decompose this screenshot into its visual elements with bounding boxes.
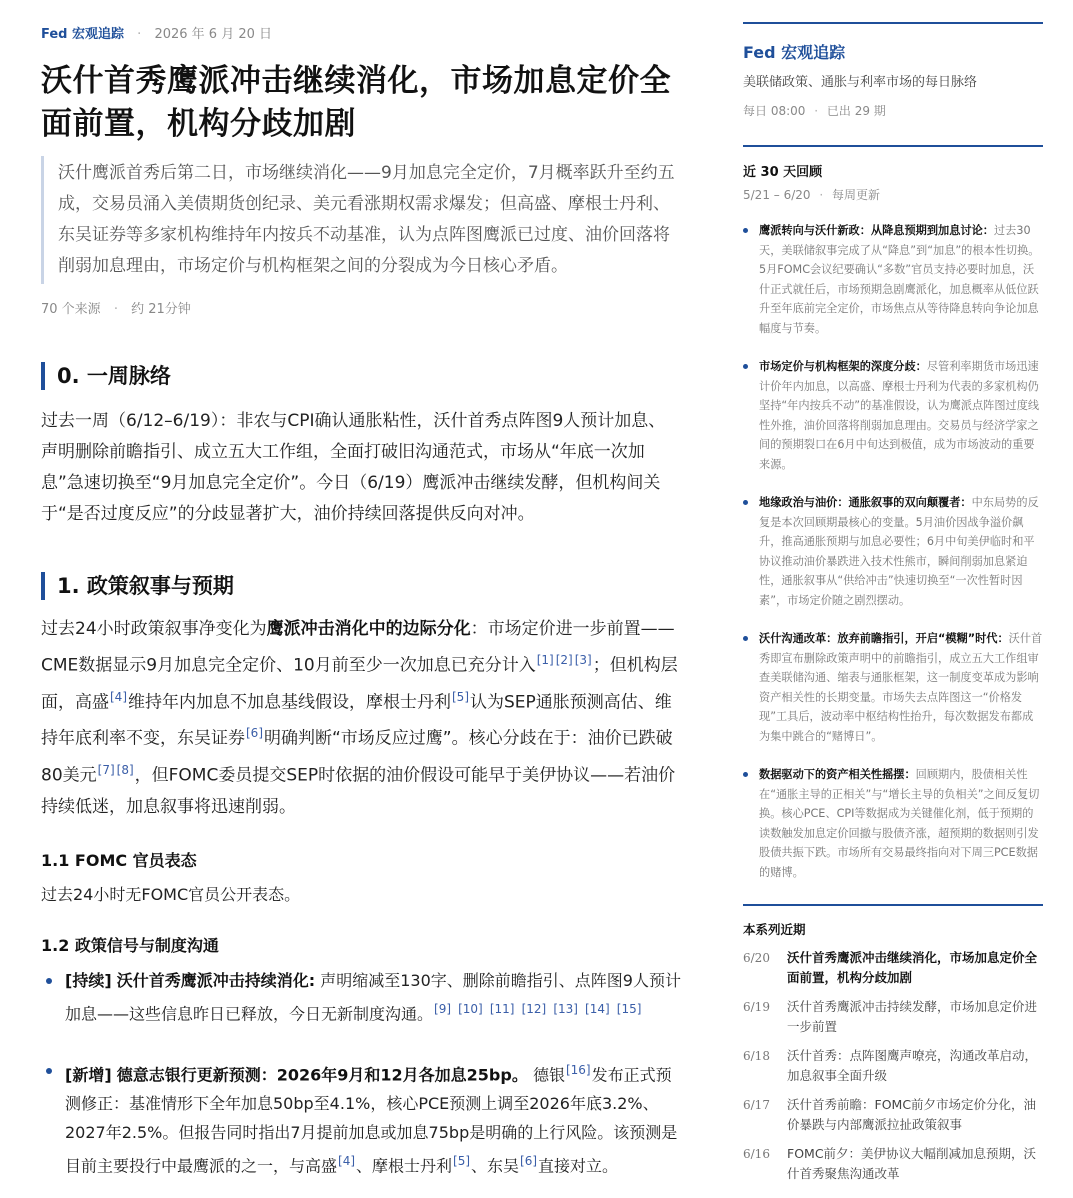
divider [743, 22, 1043, 24]
citation-link[interactable]: [9] [434, 1001, 452, 1016]
issue-date: 6/18 [743, 1049, 770, 1063]
text-run: 过去24小时政策叙事净变化为 [41, 619, 267, 639]
meta-separator: · [113, 302, 118, 317]
page-title: 沃什首秀鹰派冲击继续消化，市场加息定价全面前置，机构分歧加剧 [41, 63, 671, 142]
issue-title: 沃什首秀鹰派冲击持续发酵，市场加息定价进一步前置 [787, 999, 1038, 1034]
recap-item [743, 765, 1043, 882]
citation-link[interactable]: [6] [246, 726, 263, 741]
recap-item-text: 尽管利率期货市场迅速计价年内加息，以高盛、摩根士丹利为代表的多家机构仍坚持“年内按兵不动”的基准假设，认为鹰派点阵图过度线性外推，油价回落将削弱加息理由。交易员与经济学家之间的预期裂口在6月中旬达到极值，成为市场波动的重要来源。 [759, 360, 1040, 471]
list-item [41, 1056, 681, 1181]
recap-item-text: 沃什首秀即宣布删除政策声明中的前瞻指引，成立五大工作组审查美联储沟通、缩表与通胀框架，这一制度变革成为影响资产相关性的长期变量。市场失去点阵图这一“价格发现”工具后，波动率中枢结构性抬升，每次数据发布都成为集中跳合的“赌博日”。 [759, 632, 1043, 743]
recap-item-title: 数据驱动下的资产相关性摇摆： [759, 768, 916, 781]
issue-title: 沃什首秀前瞻：FOMC前夕市场定价分化，油价暴跌与内部鹰派拉扯政策叙事 [787, 1097, 1037, 1132]
subsection-heading-fomc: 1.1 FOMC 官员表态 [41, 850, 197, 870]
item-text: 德银 [532, 1065, 565, 1085]
issue-title: 沃什首秀鹰派冲击继续消化，市场加息定价全面前置，机构分歧加剧 [787, 950, 1038, 985]
read-time: 约 21分钟 [131, 302, 191, 317]
sidebar-brand[interactable]: Fed 宏观追踪 [743, 43, 846, 62]
recap-item [743, 629, 1043, 746]
sidebar-meta [743, 102, 1043, 119]
citation-link[interactable]: [1] [536, 653, 554, 667]
status-tag: [持续] [65, 970, 112, 990]
sidebar [743, 22, 1043, 1184]
recap-list [743, 221, 1043, 882]
item-text: 、东吴 [471, 1156, 520, 1176]
citation-link[interactable]: [5] [452, 689, 469, 704]
list-item [41, 966, 681, 1028]
meta-separator: · [814, 104, 819, 118]
sidebar-description: 美联储政策、通胀与利率市场的每日脉络 [743, 75, 978, 90]
issue-title: FOMC前夕：美伊协议大幅削减加息预期，沃什首秀聚焦沟通改革 [787, 1146, 1037, 1181]
item-text: 直接对立。 [538, 1156, 619, 1176]
divider [743, 145, 1043, 147]
issue-date: 6/16 [743, 1147, 770, 1161]
item-title: 德意志银行更新预测：2026年9月和12月各加息25bp。 [116, 1065, 528, 1085]
source-count: 70 个来源 [41, 302, 101, 317]
meta-separator: · [819, 188, 824, 202]
item-text: 声明缩减至130字、删除前瞻指引、点阵图9人预计加息——这些信息昨日已释放，今日无新制度沟通。 [65, 970, 681, 1023]
recent-issue-link[interactable] [743, 948, 1043, 988]
citation-link[interactable]: [15] [616, 1001, 642, 1016]
recap-item-text: 回顾期内，股债相关性在“通胀主导的正相关”与“增长主导的负相关”之间反复切换。核心PCE、CPI等数据成为关键催化剂，低于预期的读数触发加息定价回撤与股债齐涨，超预期的数据则引发股债共振下跌。市场所有交易最终指向对下周三PCE数据的赌博。 [759, 768, 1040, 879]
publish-time: 每日 08:00 [743, 104, 806, 118]
recap-item [743, 357, 1043, 474]
meta-separator: · [137, 27, 142, 42]
article-meta [41, 22, 681, 48]
subsection-body-fomc: 过去24小时无FOMC官员公开表态。 [41, 884, 301, 904]
citation-link[interactable]: [6] [520, 1154, 538, 1169]
brand-link[interactable]: Fed 宏观追踪 [41, 27, 125, 42]
item-text: 、摩根士丹利 [356, 1156, 453, 1176]
recent-issue-link[interactable] [743, 1095, 1043, 1135]
issue-date: 6/17 [743, 1098, 770, 1112]
item-title: 沃什首秀鹰派冲击持续消化: [116, 970, 316, 990]
citation-link[interactable]: [11] [489, 1001, 515, 1016]
issue-date: 6/19 [743, 1000, 770, 1014]
recap-item-title: 市场定价与机构框架的深度分歧： [759, 360, 927, 373]
recap-item [743, 221, 1043, 338]
recent-issue-link[interactable] [743, 1144, 1043, 1184]
publish-date: 2026 年 6 月 20 日 [154, 27, 272, 42]
citation-link[interactable]: [12] [521, 1001, 547, 1016]
text-run: 明确判断“市场反应过鹰”。核心分歧在于：油价已跌破80美元 [41, 728, 673, 786]
recent-issue-link[interactable] [743, 1046, 1043, 1086]
text-run: ，但FOMC委员提交SEP时依据的油价假设可能早于美伊协议——若油价持续低迷，加息叙事将迅速削弱。 [41, 765, 676, 817]
citation-link[interactable]: [7] [97, 762, 115, 777]
issue-count: 已出 29 期 [826, 104, 886, 118]
read-meta [41, 298, 681, 320]
citation-link[interactable]: [5] [453, 1154, 471, 1169]
text-run: 维持年内加息不加息基线假设，摩根士丹利 [128, 692, 451, 713]
text-run: ：市场定价进一步前置——CME数据显示9月加息完全定价、10月前至少一次加息已充分计入 [41, 619, 675, 676]
recap-range [743, 186, 1043, 203]
recap-heading: 近 30 天回顾 [743, 165, 823, 180]
citation-link[interactable]: [4] [110, 689, 127, 704]
recap-item-title: 地缘政治与油价：通胀叙事的双向颠覆者： [759, 496, 972, 509]
recap-item-title: 沃什沟通改革：放弃前瞻指引，开启“模糊”时代： [759, 632, 1009, 645]
recap-item-text: 中东局势的反复是本次回顾期最核心的变量。5月油价因战争溢价飙升，推高通胀预期与加息必要性；6月中旬美伊临时和平协议推动油价暴跌进入技术性熊市，瞬间削弱加息紧迫性，通胀叙事从“供给冲击”快速切换至“一次性暂时因素”，市场定价随之剧烈摆动。 [759, 496, 1039, 607]
citation-link[interactable]: [3] [574, 653, 592, 667]
update-frequency: 每周更新 [832, 188, 881, 202]
citation-link[interactable]: [8] [116, 762, 134, 777]
date-range: 5/21 – 6/20 [743, 188, 811, 202]
article-lede: 沃什鹰派首秀后第二日，市场继续消化——9月加息完全定价，7月概率跃升至约五成，交易员涌入美债期货创纪录、美元看涨期权需求爆发；但高盛、摩根士丹利、东吴证券等多家机构维持年内按兵不动基准，认为点阵图鹰派已过度、油价回落将削弱加息理由，市场定价与机构框架之间的分裂成为今日核心矛盾。 [41, 156, 681, 284]
section-heading-weekly: 0. 一周脉络 [41, 362, 681, 390]
divider [743, 904, 1043, 906]
signal-list [41, 966, 681, 1181]
section-body-weekly: 过去一周（6/12–6/19）：非农与CPI确认通胀粘性，沃什首秀点阵图9人预计加息、声明删除前瞻指引、成立五大工作组，全面打破旧沟通范式，市场从“年底一次加息”急速切换至“9月加息完全定价”。今日（6/19）鹰派冲击继续发酵，但机构间关于“是否过度反应”的分歧显著扩大，油价持续回落提供反向对冲。 [41, 411, 666, 524]
section-body-policy [41, 614, 681, 823]
recap-item [743, 493, 1043, 610]
text-run: ；但机构层面，高盛 [41, 655, 678, 713]
issue-title: 沃什首秀：点阵图鹰声嘹亮，沟通改革启动，加息叙事全面升级 [787, 1048, 1038, 1083]
citation-link[interactable]: [14] [585, 1001, 610, 1016]
item-text: 发布正式预测修正：基准情形下全年加息50bp至4.1%，核心PCE预测上调至2026年底3.2%、2027年2.5%。但报告同时指出7月提前加息或加息75bp是明确的上行风险。该预测是目前主要投行中最鹰派的之一，与高盛 [65, 1065, 678, 1176]
status-tag: [新增] [65, 1065, 112, 1085]
text-run: 认为SEP通胀预测高估、维持年底利率不变，东吴证券 [41, 692, 672, 749]
citation-link[interactable]: [13] [553, 1001, 578, 1016]
citation-link[interactable]: [2] [555, 653, 573, 667]
article [41, 22, 681, 1181]
recap-item-text: 过去30天，美联储叙事完成了从“降息”到“加息”的根本性切换。5月FOMC会议纪要确认“多数”官员支持必要时加息，沃什正式就任后，市场预期急剧鹰派化，加息概率从低位跃升至年底前完全定价，市场焦点从等待降息转向争论加息幅度与节奏。 [759, 224, 1040, 335]
emphasis-text: 鹰派冲击消化中的边际分化 [266, 619, 471, 639]
section-heading-policy: 1. 政策叙事与预期 [41, 572, 681, 600]
recent-issue-link[interactable] [743, 997, 1043, 1037]
citation-link[interactable]: [4] [338, 1154, 356, 1169]
citation-link[interactable]: [16] [565, 1062, 591, 1077]
recap-item-title: 鹰派转向与沃什新政：从降息预期到加息讨论： [759, 224, 994, 237]
subsection-heading-signals: 1.2 政策信号与制度沟通 [41, 935, 219, 955]
recent-heading: 本系列近期 [743, 922, 806, 937]
recent-issues-list [743, 948, 1043, 1184]
issue-date: 6/20 [743, 951, 770, 965]
citation-link[interactable]: [10] [458, 1001, 483, 1016]
